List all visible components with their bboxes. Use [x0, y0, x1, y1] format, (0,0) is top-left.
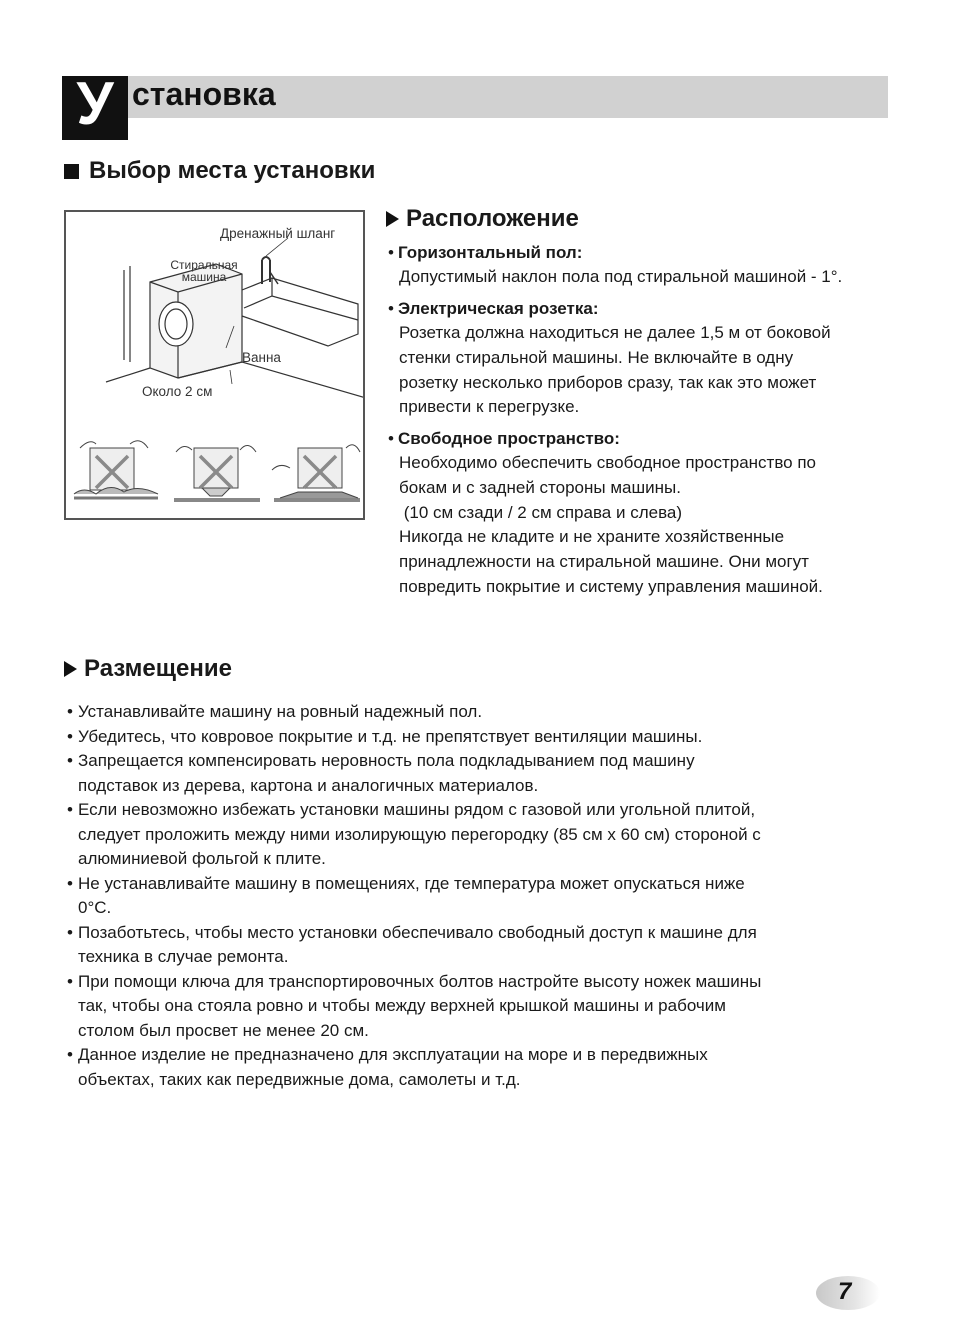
text-line: бокам и с задней стороны машины.	[399, 477, 681, 497]
text-line: привести к перегрузке.	[399, 397, 580, 417]
location-item-floor-text	[399, 265, 842, 290]
location-item-floor-heading	[388, 240, 582, 265]
label-washing-machine	[164, 259, 244, 283]
location-item-socket-text	[399, 321, 831, 420]
text-line: (10 см сзади / 2 см справа и слева)	[399, 502, 683, 522]
list-item	[64, 872, 894, 921]
text-line: техника в случае ремонта.	[78, 947, 289, 966]
bullet: •	[388, 429, 394, 448]
heading-text: Электрическая розетка:	[398, 299, 599, 318]
list-item	[64, 970, 894, 1044]
bullet: •	[67, 726, 73, 746]
section-title-text: Выбор места установки	[89, 157, 376, 184]
text-line: Необходимо обеспечить свободное пространство по	[399, 453, 817, 472]
list-item	[64, 749, 894, 798]
text-line: объектах, таких как передвижные дома, самолеты и т.д.	[78, 1069, 521, 1089]
placement-title	[64, 654, 232, 684]
text-line: Убедитесь, что ковровое покрытие и т.д. не препятствует вентиляции машины.	[78, 726, 703, 746]
text-line: розетку несколько приборов сразу, так как это может	[399, 372, 817, 392]
text-line: Не устанавливайте машину в помещениях, где температура может опускаться ниже	[78, 873, 745, 893]
list-item	[64, 921, 894, 970]
bullet: •	[67, 751, 73, 770]
bullet: •	[67, 702, 73, 721]
list-item	[64, 1043, 894, 1092]
installation-illustration	[64, 210, 365, 520]
bullet: •	[388, 299, 394, 318]
bullet: •	[67, 922, 73, 942]
list-item	[64, 700, 894, 725]
text-line: следует проложить между ними изолирующую перегородку (85 см x 60 см) стороной с	[78, 824, 761, 844]
text-line: подставок из дерева, картона и аналогичных материалов.	[78, 775, 539, 795]
label-drain-hose: Дренажный шланг	[220, 226, 336, 241]
triangle-bullet-icon	[64, 661, 77, 677]
text-line: Никогда не кладите и не храните хозяйственные	[399, 527, 785, 547]
label-bath: Ванна	[242, 350, 281, 365]
text-line: алюминиевой фольгой к плите.	[78, 849, 326, 868]
text-line: повредить покрытие и систему управления машиной.	[399, 576, 823, 596]
location-item-space-text	[399, 451, 823, 600]
text-line: принадлежности на стиральной машине. Они могут	[399, 552, 809, 572]
text-line: Позаботьтесь, чтобы место установки обеспечивало свободный доступ к машине для	[78, 922, 757, 942]
bullet: •	[67, 971, 73, 991]
heading-text: Свободное пространство:	[398, 429, 620, 448]
page-number: 7	[838, 1278, 852, 1305]
location-title	[386, 204, 579, 234]
square-bullet-icon	[64, 164, 79, 179]
heading-text: Горизонтальный пол:	[398, 243, 583, 262]
bullet: •	[388, 243, 394, 262]
bullet: •	[67, 1045, 73, 1064]
text-line: Если невозможно избежать установки машины рядом с газовой или угольной плитой,	[78, 800, 756, 819]
text-line: Допустимый наклон пола под стиральной машиной - 1°.	[399, 267, 843, 286]
triangle-bullet-icon	[386, 211, 399, 227]
text-line: Запрещается компенсировать неровность пола подкладыванием под машину	[78, 751, 695, 770]
list-item	[64, 798, 894, 872]
text-line: При помощи ключа для транспортировочных болтов настройте высоту ножек машины	[78, 971, 762, 991]
location-item-space-heading	[388, 426, 620, 451]
label-washing-machine-line-2: машина	[181, 270, 227, 284]
location-title-text: Расположение	[406, 205, 579, 232]
label-gap: Около 2 см	[142, 384, 213, 399]
text-line: Данное изделие не предназначено для эксплуатации на море и в передвижных	[78, 1045, 708, 1064]
text-line: Устанавливайте машину на ровный надежный пол.	[78, 702, 483, 721]
page-title: становка	[132, 76, 276, 112]
placement-list	[64, 700, 894, 1092]
list-item	[64, 725, 894, 750]
location-item-socket-heading	[388, 296, 598, 321]
text-line: 0°C.	[78, 898, 112, 917]
text-line: столом был просвет не менее 20 см.	[78, 1020, 369, 1040]
section-title	[64, 156, 375, 186]
placement-title-text: Размещение	[84, 655, 232, 682]
header-initial-letter: У	[62, 76, 128, 140]
bullet: •	[67, 800, 73, 819]
bullet: •	[67, 873, 73, 893]
text-line: так, чтобы она стояла ровно и чтобы между верхней крышкой машины и рабочим	[78, 996, 726, 1015]
text-line: Розетка должна находиться не далее 1,5 м от боковой	[399, 323, 831, 342]
text-line: стенки стиральной машины. Не включайте в одну	[399, 347, 794, 367]
label-washing-machine-line-1: Стиральная	[170, 258, 238, 272]
